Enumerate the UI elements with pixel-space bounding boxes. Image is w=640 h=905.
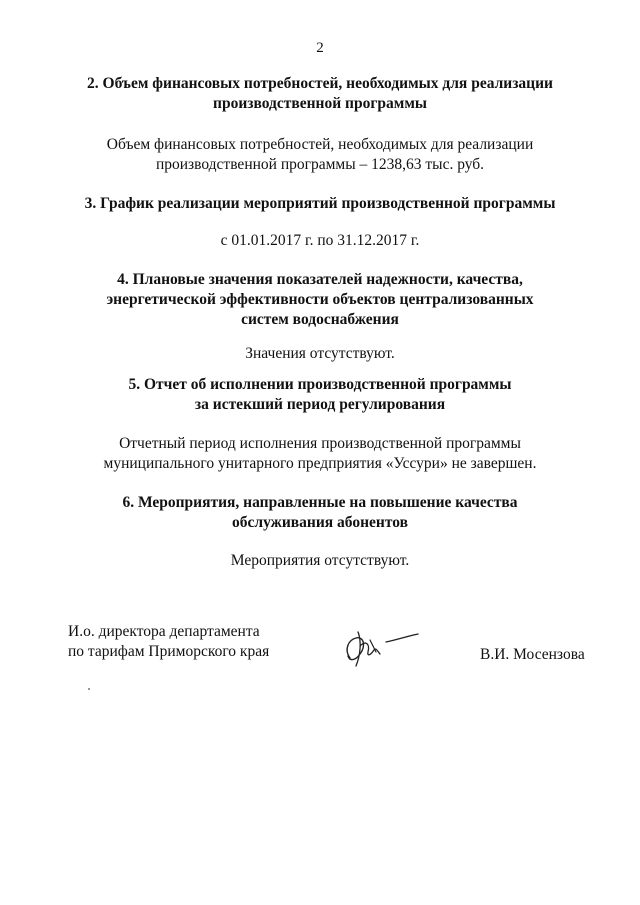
scan-speck [88, 688, 90, 690]
section-5-body-line-2: муниципального унитарного предприятия «Уссури» не завершен. [103, 455, 537, 472]
section-2-heading [0, 74, 640, 114]
section-3-body [0, 231, 640, 251]
section-3-heading [0, 194, 640, 214]
signatory-position [68, 622, 269, 662]
section-4-heading-line-2: энергетической эффективности объектов централизованных [106, 291, 534, 308]
section-4-body [0, 344, 640, 364]
section-2-body [0, 135, 640, 175]
section-6-body-line-1: Мероприятия отсутствуют. [230, 552, 410, 569]
section-2-body-line-1: Объем финансовых потребностей, необходимых для реализации [106, 136, 534, 153]
section-3-heading-line-1: 3. График реализации мероприятий производственной программы [84, 195, 556, 212]
page-number: 2 [316, 40, 324, 56]
section-5-heading [0, 375, 640, 415]
signatory-position-line-1: И.о. директора департамента [68, 623, 260, 640]
section-2-heading-line-1: 2. Объем финансовых потребностей, необходимых для реализации [87, 75, 553, 92]
signatory-position-line-2: по тарифам Приморского края [68, 643, 270, 660]
section-2-body-line-2: производственной программы – 1238,63 тыс. руб. [155, 156, 485, 173]
section-5-heading-line-1: 5. Отчет об исполнении производственной программы [128, 376, 512, 393]
section-6-heading-line-2: обслуживания абонентов [232, 514, 408, 531]
section-5-body [0, 434, 640, 474]
section-6-heading [0, 493, 640, 533]
section-2-heading-line-2: производственной программы [213, 95, 427, 112]
section-5-body-line-1: Отчетный период исполнения производственной программы [119, 435, 521, 452]
section-4-body-line-1: Значения отсутствуют. [245, 345, 395, 362]
section-4-heading-line-1: 4. Плановые значения показателей надежности, качества, [117, 271, 523, 288]
signatory-name: В.И. Мосензова [480, 646, 585, 663]
section-6-body [0, 551, 640, 571]
handwritten-signature [330, 622, 430, 672]
section-6-heading-line-1: 6. Мероприятия, направленные на повышение качества [122, 494, 518, 511]
section-4-heading [0, 270, 640, 330]
section-5-heading-line-2: за истекший период регулирования [194, 396, 446, 413]
section-3-body-line-1: с 01.01.2017 г. по 31.12.2017 г. [220, 232, 420, 249]
section-4-heading-line-3: систем водоснабжения [241, 311, 399, 328]
